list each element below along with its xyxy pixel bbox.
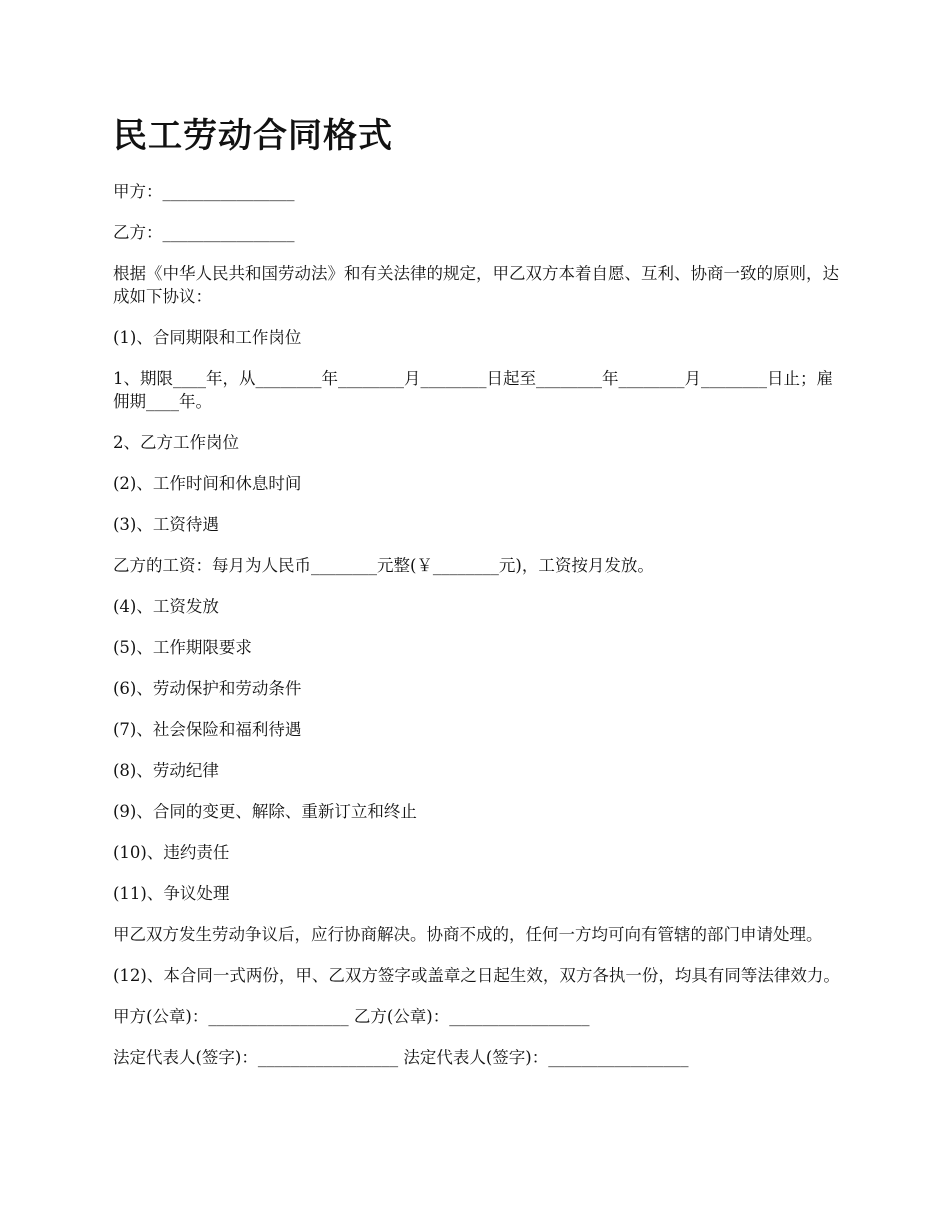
term-clause: 1、期限____年，从________年________月________日起至________年________月________日止；雇佣期____年。 <box>113 369 833 411</box>
section-heading-10: (10)、违约责任 <box>113 843 230 862</box>
job-position-clause: 2、乙方工作岗位 <box>113 433 239 452</box>
section-heading-7: (7)、社会保险和福利待遇 <box>113 720 302 739</box>
seal-line: 甲方(公章)：_________________ 乙方(公章)：_________________ <box>113 1007 590 1026</box>
section-heading-8: (8)、劳动纪律 <box>113 761 219 780</box>
section-heading-11: (11)、争议处理 <box>113 884 230 903</box>
section-heading-4: (4)、工资发放 <box>113 597 219 616</box>
document-page <box>113 110 843 1087</box>
document-title: 民工劳动合同格式 <box>113 116 393 156</box>
section-heading-1: (1)、合同期限和工作岗位 <box>113 328 302 347</box>
dispute-clause: 甲乙双方发生劳动争议后，应行协商解决。协商不成的，任何一方均可向有管辖的部门申请处理。 <box>113 925 823 944</box>
section-heading-2: (2)、工作时间和休息时间 <box>113 474 302 493</box>
party-b-line: 乙方：________________ <box>113 223 295 242</box>
wage-clause: 乙方的工资：每月为人民币________元整(￥________元)，工资按月发放。 <box>113 556 654 575</box>
section-heading-9: (9)、合同的变更、解除、重新订立和终止 <box>113 802 417 821</box>
party-a-line: 甲方：________________ <box>113 182 295 201</box>
effectiveness-clause: (12)、本合同一式两份，甲、乙双方签字或盖章之日起生效，双方各执一份，均具有同等法律效力。 <box>113 966 840 985</box>
section-heading-5: (5)、工作期限要求 <box>113 638 252 657</box>
signature-line: 法定代表人(签字)：_________________ 法定代表人(签字)：_________________ <box>113 1048 689 1067</box>
section-heading-6: (6)、劳动保护和劳动条件 <box>113 679 302 698</box>
section-heading-3: (3)、工资待遇 <box>113 515 219 534</box>
preamble-paragraph: 根据《中华人民共和国劳动法》和有关法律的规定，甲乙双方本着自愿、互利、协商一致的原则，达成如下协议： <box>113 264 839 306</box>
